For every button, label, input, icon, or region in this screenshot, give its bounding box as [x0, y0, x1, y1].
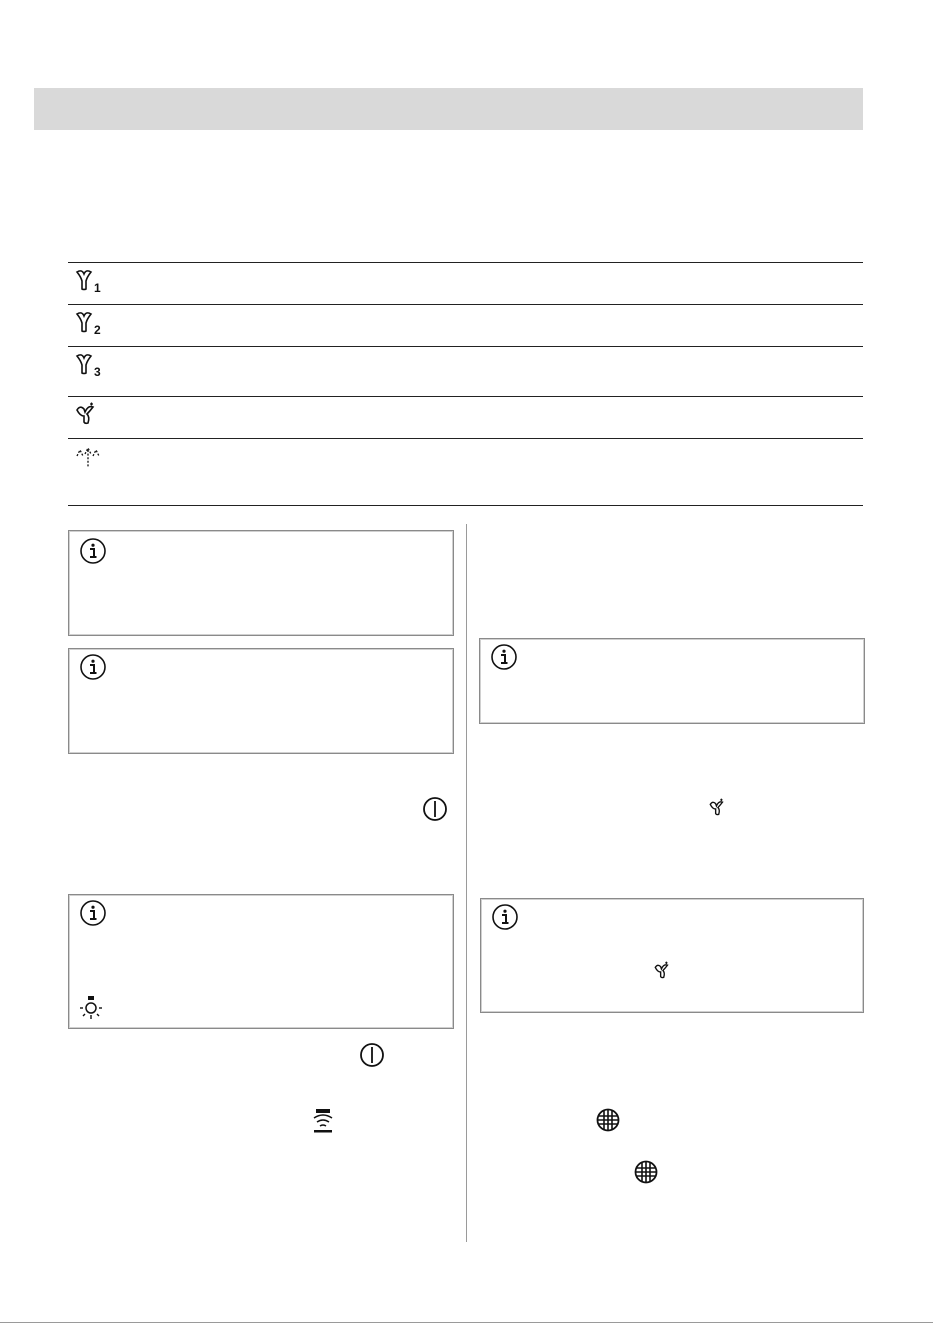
note-box [68, 894, 454, 1029]
power-icon [359, 1042, 385, 1073]
column-divider [466, 524, 467, 1242]
svg-text:1: 1 [94, 281, 101, 295]
note-box [68, 648, 454, 754]
fan-boost-icon [708, 796, 734, 827]
light-icon [79, 995, 103, 1026]
info-icon [79, 899, 107, 927]
note-box [479, 638, 865, 724]
info-icon [491, 903, 519, 931]
fan-speed-3-icon [74, 352, 108, 380]
svg-text:3: 3 [94, 365, 101, 379]
fan-boost-icon [74, 402, 108, 430]
table-rule [68, 396, 863, 397]
grease-filter-icon [633, 1159, 659, 1190]
page-bottom-rule [0, 1322, 933, 1323]
grease-filter-icon [595, 1107, 621, 1138]
table-rule [68, 262, 863, 263]
table-rule [68, 304, 863, 305]
table-rule [68, 505, 863, 506]
table-rule [68, 438, 863, 439]
info-icon [79, 653, 107, 681]
note-box [68, 530, 454, 636]
note-box [480, 898, 864, 1013]
fan-speed-2-icon [74, 310, 108, 338]
remote-signal-icon [311, 1108, 335, 1139]
header-band [34, 88, 863, 130]
info-icon [490, 643, 518, 671]
table-rule [68, 346, 863, 347]
breeze-mode-icon [74, 444, 108, 472]
svg-text:2: 2 [94, 323, 101, 337]
fan-speed-1-icon [74, 268, 108, 296]
info-icon [79, 537, 107, 565]
power-icon [422, 796, 448, 827]
fan-boost-icon [653, 959, 679, 990]
